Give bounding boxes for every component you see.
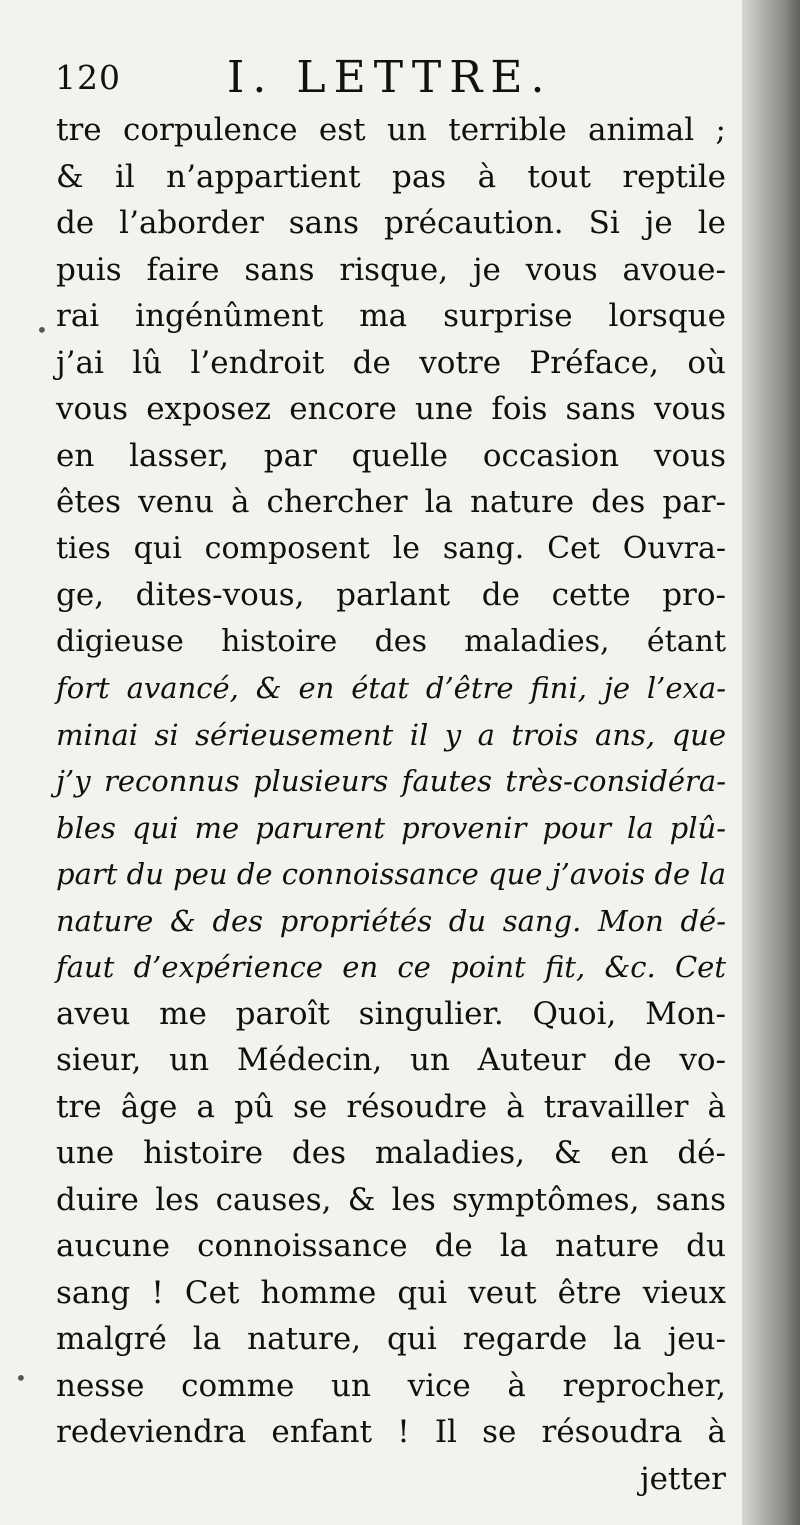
text-line-24: duire les causes, & les symptômes, sans [56,1181,726,1218]
book-spine-shadow [742,0,800,1525]
text-line-7: vous exposez encore une fois sans vous [56,391,726,427]
text-line-5: rai ingénûment ma surprise lorsque [56,298,726,334]
text-line-16: bles qui me parurent provenir pour la plû- [56,810,726,845]
running-head: I. LETTRE. [227,52,553,103]
text-line-8: en lasser, par quelle occasion vous [56,437,726,474]
text-line-21: sieur, un Médecin, un Auteur de vo- [56,1042,726,1078]
text-line-15: j’y reconnus plusieurs fautes très-considéra- [56,764,726,798]
text-line-25: aucune connoissance de la nature du [56,1228,726,1264]
page-header [55,52,695,112]
text-line-1: tre corpulence est un terrible animal ; [56,112,726,148]
text-line-4: puis faire sans risque, je vous avoue- [56,251,726,288]
text-line-12: digieuse histoire des maladies, étant [56,623,726,659]
text-line-3: de l’aborder sans précaution. Si je le [56,205,726,241]
text-line-2: & il n’appartient pas à tout reptile [56,158,726,195]
text-line-28: nesse comme un vice à reprocher, [56,1367,726,1404]
text-line-10: ties qui composent le sang. Cet Ouvra- [56,530,726,566]
text-line-27: malgré la nature, qui regarde la jeu- [56,1321,726,1357]
page-number: 120 [55,58,121,97]
text-line-13: fort avancé, & en état d’être fini, je l’exa- [56,671,726,705]
text-line-22: tre âge a pû se résoudre à travailler à [56,1088,726,1125]
text-line-19: faut d’expérience en ce point fit, &c. Cet [56,950,726,984]
ink-spot: • [15,1366,27,1390]
text-line-17: part du peu de connoissance que j’avois de la [56,857,726,891]
text-line-14: minai si sérieusement il y a trois ans, que [56,717,726,752]
text-line-6: j’ai lû l’endroit de votre Préface, où [56,344,726,381]
text-line-26: sang ! Cet homme qui veut être vieux [56,1274,726,1311]
catchword: jetter [639,1460,726,1497]
text-line-29: redeviendra enfant ! Il se résoudra à [56,1414,726,1450]
text-line-11: ge, dites-vous, parlant de cette pro- [56,577,726,613]
ink-spot: • [36,318,48,342]
text-line-9: êtes venu à chercher la nature des par- [56,484,726,520]
text-line-20: aveu me paroît singulier. Quoi, Mon- [56,995,726,1032]
text-line-18: nature & des propriétés du sang. Mon dé- [56,903,726,938]
text-line-23: une histoire des maladies, & en dé- [56,1135,726,1171]
body-text [56,107,726,1502]
